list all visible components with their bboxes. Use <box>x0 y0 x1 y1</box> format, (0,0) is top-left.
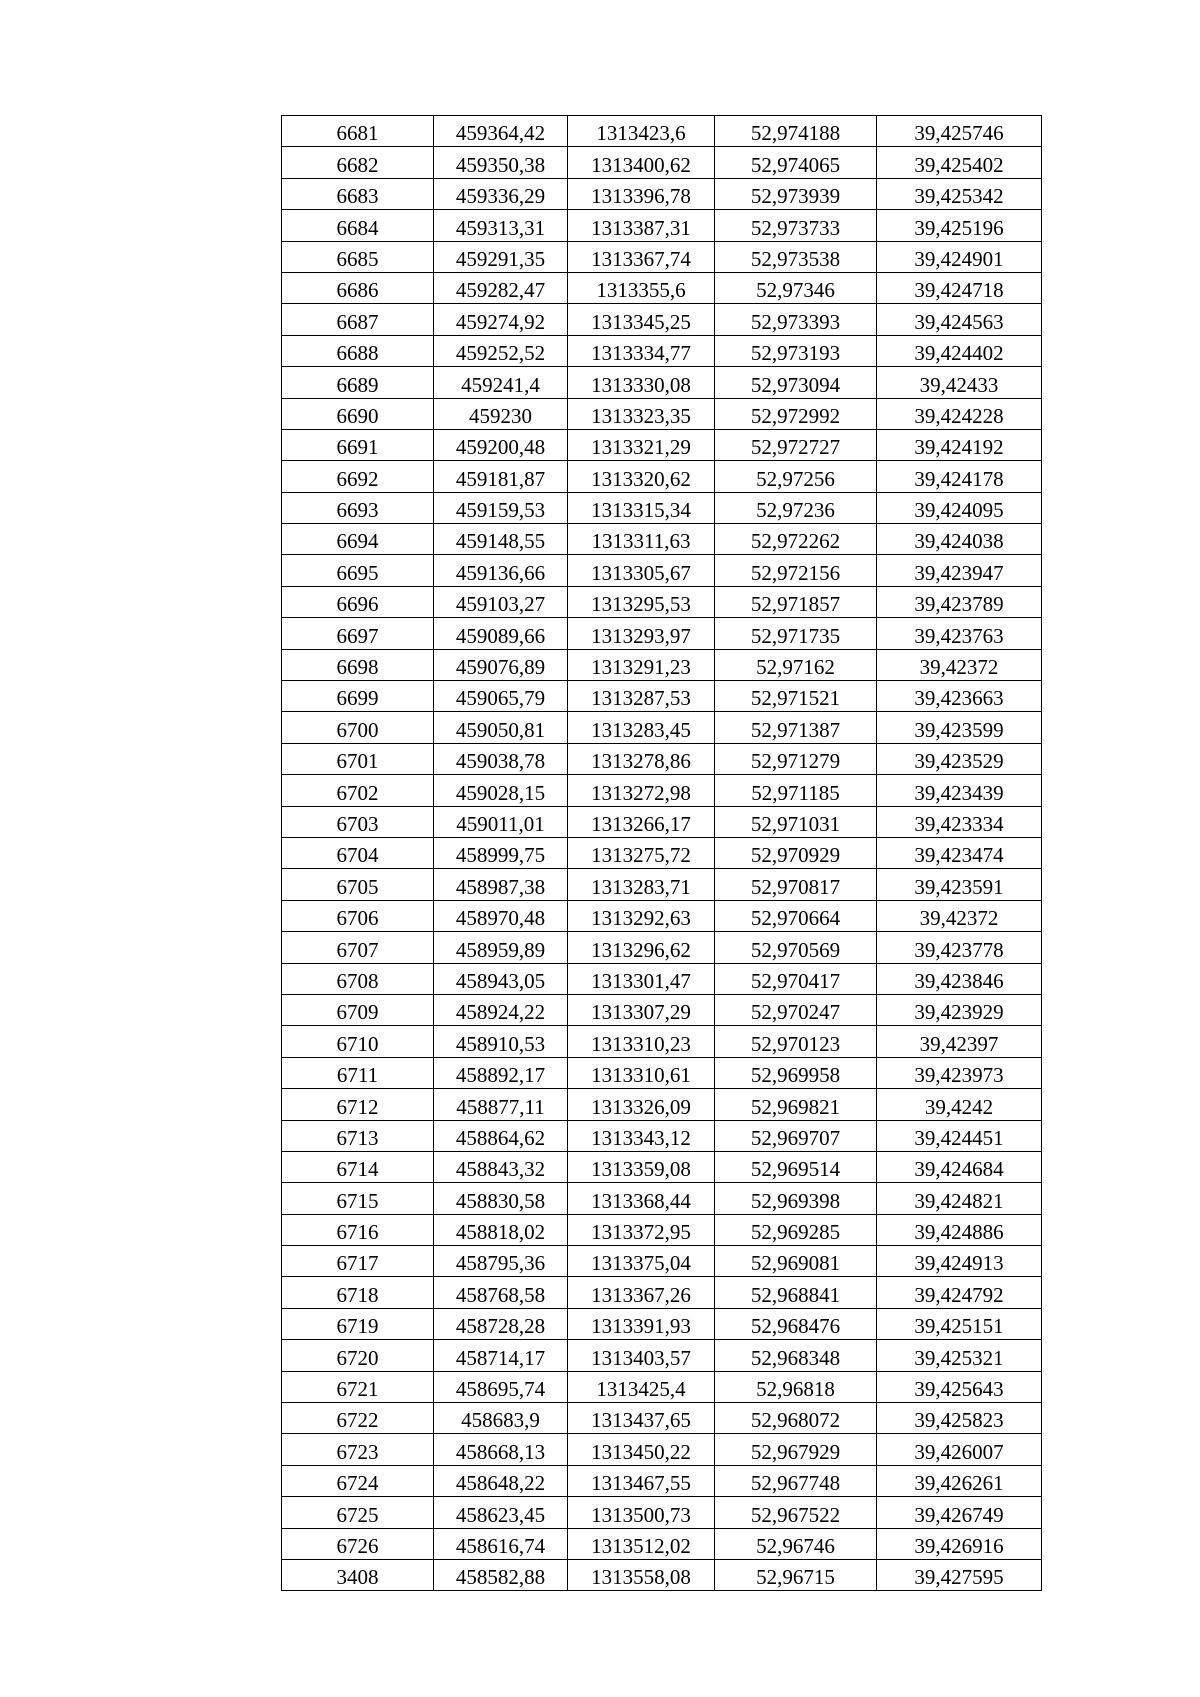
x-coordinate-cell: 458648,22 <box>434 1465 568 1496</box>
x-coordinate-cell: 458795,36 <box>434 1246 568 1277</box>
table-row <box>282 1340 1042 1371</box>
x-coordinate-cell: 458616,74 <box>434 1528 568 1559</box>
latitude-cell: 52,971279 <box>715 743 877 774</box>
table-row <box>282 1403 1042 1434</box>
longitude-cell: 39,423778 <box>877 932 1042 963</box>
x-coordinate-cell: 459159,53 <box>434 492 568 523</box>
table-row <box>282 618 1042 649</box>
longitude-cell: 39,423529 <box>877 743 1042 774</box>
x-coordinate-cell: 458970,48 <box>434 900 568 931</box>
longitude-cell: 39,424192 <box>877 429 1042 460</box>
x-coordinate-cell: 459313,31 <box>434 210 568 241</box>
point-number-cell: 6688 <box>282 335 434 366</box>
x-coordinate-cell: 459076,89 <box>434 649 568 680</box>
latitude-cell: 52,973393 <box>715 304 877 335</box>
table-row <box>282 837 1042 868</box>
table-row <box>282 1559 1042 1590</box>
y-coordinate-cell: 1313437,65 <box>568 1403 715 1434</box>
y-coordinate-cell: 1313272,98 <box>568 775 715 806</box>
point-number-cell: 6693 <box>282 492 434 523</box>
x-coordinate-cell: 459350,38 <box>434 147 568 178</box>
x-coordinate-cell: 459028,15 <box>434 775 568 806</box>
point-number-cell: 6709 <box>282 994 434 1025</box>
latitude-cell: 52,96715 <box>715 1559 877 1590</box>
point-number-cell: 6699 <box>282 681 434 712</box>
y-coordinate-cell: 1313320,62 <box>568 461 715 492</box>
latitude-cell: 52,970817 <box>715 869 877 900</box>
point-number-cell: 6686 <box>282 272 434 303</box>
y-coordinate-cell: 1313343,12 <box>568 1120 715 1151</box>
y-coordinate-cell: 1313425,4 <box>568 1371 715 1402</box>
longitude-cell: 39,423763 <box>877 618 1042 649</box>
longitude-cell: 39,424178 <box>877 461 1042 492</box>
table-row <box>282 555 1042 586</box>
x-coordinate-cell: 459089,66 <box>434 618 568 649</box>
longitude-cell: 39,42433 <box>877 367 1042 398</box>
table-row <box>282 649 1042 680</box>
latitude-cell: 52,971735 <box>715 618 877 649</box>
table-row <box>282 241 1042 272</box>
x-coordinate-cell: 458892,17 <box>434 1057 568 1088</box>
longitude-cell: 39,424228 <box>877 398 1042 429</box>
longitude-cell: 39,423439 <box>877 775 1042 806</box>
y-coordinate-cell: 1313396,78 <box>568 178 715 209</box>
y-coordinate-cell: 1313266,17 <box>568 806 715 837</box>
y-coordinate-cell: 1313292,63 <box>568 900 715 931</box>
latitude-cell: 52,970417 <box>715 963 877 994</box>
point-number-cell: 6702 <box>282 775 434 806</box>
latitude-cell: 52,972727 <box>715 429 877 460</box>
y-coordinate-cell: 1313311,63 <box>568 524 715 555</box>
y-coordinate-cell: 1313512,02 <box>568 1528 715 1559</box>
point-number-cell: 6720 <box>282 1340 434 1371</box>
longitude-cell: 39,425196 <box>877 210 1042 241</box>
x-coordinate-cell: 458623,45 <box>434 1497 568 1528</box>
point-number-cell: 6694 <box>282 524 434 555</box>
table-row <box>282 210 1042 241</box>
table-row <box>282 1497 1042 1528</box>
latitude-cell: 52,968476 <box>715 1308 877 1339</box>
longitude-cell: 39,424718 <box>877 272 1042 303</box>
table-row <box>282 869 1042 900</box>
longitude-cell: 39,426007 <box>877 1434 1042 1465</box>
longitude-cell: 39,424821 <box>877 1183 1042 1214</box>
point-number-cell: 6710 <box>282 1026 434 1057</box>
longitude-cell: 39,424913 <box>877 1246 1042 1277</box>
point-number-cell: 6722 <box>282 1403 434 1434</box>
point-number-cell: 6689 <box>282 367 434 398</box>
point-number-cell: 6723 <box>282 1434 434 1465</box>
table-row <box>282 147 1042 178</box>
longitude-cell: 39,424886 <box>877 1214 1042 1245</box>
latitude-cell: 52,969707 <box>715 1120 877 1151</box>
y-coordinate-cell: 1313315,34 <box>568 492 715 523</box>
latitude-cell: 52,968348 <box>715 1340 877 1371</box>
table-row <box>282 994 1042 1025</box>
x-coordinate-cell: 458683,9 <box>434 1403 568 1434</box>
y-coordinate-cell: 1313278,86 <box>568 743 715 774</box>
x-coordinate-cell: 458668,13 <box>434 1434 568 1465</box>
latitude-cell: 52,973094 <box>715 367 877 398</box>
table-row <box>282 492 1042 523</box>
y-coordinate-cell: 1313400,62 <box>568 147 715 178</box>
latitude-cell: 52,968072 <box>715 1403 877 1434</box>
point-number-cell: 6681 <box>282 116 434 147</box>
point-number-cell: 6703 <box>282 806 434 837</box>
x-coordinate-cell: 459336,29 <box>434 178 568 209</box>
longitude-cell: 39,423334 <box>877 806 1042 837</box>
x-coordinate-cell: 459364,42 <box>434 116 568 147</box>
longitude-cell: 39,423599 <box>877 712 1042 743</box>
latitude-cell: 52,969514 <box>715 1151 877 1182</box>
longitude-cell: 39,426916 <box>877 1528 1042 1559</box>
point-number-cell: 6714 <box>282 1151 434 1182</box>
table-row <box>282 1120 1042 1151</box>
latitude-cell: 52,969081 <box>715 1246 877 1277</box>
x-coordinate-cell: 459241,4 <box>434 367 568 398</box>
point-number-cell: 6716 <box>282 1214 434 1245</box>
table-row <box>282 586 1042 617</box>
x-coordinate-cell: 458728,28 <box>434 1308 568 1339</box>
y-coordinate-cell: 1313450,22 <box>568 1434 715 1465</box>
latitude-cell: 52,974188 <box>715 116 877 147</box>
longitude-cell: 39,425151 <box>877 1308 1042 1339</box>
latitude-cell: 52,967748 <box>715 1465 877 1496</box>
x-coordinate-cell: 459181,87 <box>434 461 568 492</box>
table-row <box>282 116 1042 147</box>
x-coordinate-cell: 458943,05 <box>434 963 568 994</box>
x-coordinate-cell: 458695,74 <box>434 1371 568 1402</box>
y-coordinate-cell: 1313310,23 <box>568 1026 715 1057</box>
longitude-cell: 39,425643 <box>877 1371 1042 1402</box>
x-coordinate-cell: 459011,01 <box>434 806 568 837</box>
longitude-cell: 39,427595 <box>877 1559 1042 1590</box>
latitude-cell: 52,972992 <box>715 398 877 429</box>
point-number-cell: 6711 <box>282 1057 434 1088</box>
x-coordinate-cell: 458818,02 <box>434 1214 568 1245</box>
table-row <box>282 429 1042 460</box>
longitude-cell: 39,424451 <box>877 1120 1042 1151</box>
x-coordinate-cell: 458924,22 <box>434 994 568 1025</box>
point-number-cell: 6683 <box>282 178 434 209</box>
point-number-cell: 6692 <box>282 461 434 492</box>
latitude-cell: 52,970664 <box>715 900 877 931</box>
table-row <box>282 1026 1042 1057</box>
table-row <box>282 1277 1042 1308</box>
point-number-cell: 6724 <box>282 1465 434 1496</box>
table-row <box>282 681 1042 712</box>
longitude-cell: 39,423973 <box>877 1057 1042 1088</box>
x-coordinate-cell: 458864,62 <box>434 1120 568 1151</box>
y-coordinate-cell: 1313372,95 <box>568 1214 715 1245</box>
point-number-cell: 6682 <box>282 147 434 178</box>
latitude-cell: 52,972262 <box>715 524 877 555</box>
longitude-cell: 39,424402 <box>877 335 1042 366</box>
table-row <box>282 743 1042 774</box>
table-row <box>282 1465 1042 1496</box>
latitude-cell: 52,97236 <box>715 492 877 523</box>
longitude-cell: 39,424684 <box>877 1151 1042 1182</box>
y-coordinate-cell: 1313367,74 <box>568 241 715 272</box>
y-coordinate-cell: 1313423,6 <box>568 116 715 147</box>
longitude-cell: 39,424038 <box>877 524 1042 555</box>
table-row <box>282 932 1042 963</box>
table-row <box>282 1371 1042 1402</box>
x-coordinate-cell: 458910,53 <box>434 1026 568 1057</box>
y-coordinate-cell: 1313295,53 <box>568 586 715 617</box>
point-number-cell: 6695 <box>282 555 434 586</box>
x-coordinate-cell: 458714,17 <box>434 1340 568 1371</box>
table-row <box>282 1057 1042 1088</box>
point-number-cell: 6721 <box>282 1371 434 1402</box>
y-coordinate-cell: 1313296,62 <box>568 932 715 963</box>
y-coordinate-cell: 1313558,08 <box>568 1559 715 1590</box>
longitude-cell: 39,423663 <box>877 681 1042 712</box>
latitude-cell: 52,968841 <box>715 1277 877 1308</box>
table-row <box>282 304 1042 335</box>
latitude-cell: 52,970569 <box>715 932 877 963</box>
y-coordinate-cell: 1313291,23 <box>568 649 715 680</box>
table-row <box>282 367 1042 398</box>
longitude-cell: 39,423947 <box>877 555 1042 586</box>
latitude-cell: 52,971185 <box>715 775 877 806</box>
point-number-cell: 6701 <box>282 743 434 774</box>
table-row <box>282 712 1042 743</box>
y-coordinate-cell: 1313283,71 <box>568 869 715 900</box>
y-coordinate-cell: 1313387,31 <box>568 210 715 241</box>
point-number-cell: 6718 <box>282 1277 434 1308</box>
point-number-cell: 6705 <box>282 869 434 900</box>
point-number-cell: 6713 <box>282 1120 434 1151</box>
point-number-cell: 6704 <box>282 837 434 868</box>
latitude-cell: 52,972156 <box>715 555 877 586</box>
y-coordinate-cell: 1313391,93 <box>568 1308 715 1339</box>
longitude-cell: 39,4242 <box>877 1089 1042 1120</box>
point-number-cell: 6719 <box>282 1308 434 1339</box>
x-coordinate-cell: 459103,27 <box>434 586 568 617</box>
y-coordinate-cell: 1313321,29 <box>568 429 715 460</box>
longitude-cell: 39,425746 <box>877 116 1042 147</box>
table-row <box>282 272 1042 303</box>
latitude-cell: 52,971857 <box>715 586 877 617</box>
table-row <box>282 1151 1042 1182</box>
point-number-cell: 6685 <box>282 241 434 272</box>
y-coordinate-cell: 1313307,29 <box>568 994 715 1025</box>
point-number-cell: 6706 <box>282 900 434 931</box>
point-number-cell: 6717 <box>282 1246 434 1277</box>
coordinates-table-body <box>282 116 1042 1591</box>
point-number-cell: 3408 <box>282 1559 434 1590</box>
point-number-cell: 6715 <box>282 1183 434 1214</box>
y-coordinate-cell: 1313467,55 <box>568 1465 715 1496</box>
y-coordinate-cell: 1313305,67 <box>568 555 715 586</box>
latitude-cell: 52,973939 <box>715 178 877 209</box>
table-row <box>282 398 1042 429</box>
latitude-cell: 52,97162 <box>715 649 877 680</box>
latitude-cell: 52,970247 <box>715 994 877 1025</box>
latitude-cell: 52,967929 <box>715 1434 877 1465</box>
x-coordinate-cell: 458843,32 <box>434 1151 568 1182</box>
y-coordinate-cell: 1313301,47 <box>568 963 715 994</box>
table-row <box>282 1214 1042 1245</box>
point-number-cell: 6691 <box>282 429 434 460</box>
point-number-cell: 6712 <box>282 1089 434 1120</box>
point-number-cell: 6684 <box>282 210 434 241</box>
y-coordinate-cell: 1313326,09 <box>568 1089 715 1120</box>
longitude-cell: 39,423474 <box>877 837 1042 868</box>
longitude-cell: 39,423846 <box>877 963 1042 994</box>
point-number-cell: 6698 <box>282 649 434 680</box>
y-coordinate-cell: 1313367,26 <box>568 1277 715 1308</box>
x-coordinate-cell: 459065,79 <box>434 681 568 712</box>
longitude-cell: 39,423789 <box>877 586 1042 617</box>
table-row <box>282 775 1042 806</box>
latitude-cell: 52,971387 <box>715 712 877 743</box>
x-coordinate-cell: 458959,89 <box>434 932 568 963</box>
y-coordinate-cell: 1313355,6 <box>568 272 715 303</box>
y-coordinate-cell: 1313345,25 <box>568 304 715 335</box>
latitude-cell: 52,96818 <box>715 1371 877 1402</box>
longitude-cell: 39,426261 <box>877 1465 1042 1496</box>
latitude-cell: 52,97346 <box>715 272 877 303</box>
x-coordinate-cell: 459252,52 <box>434 335 568 366</box>
point-number-cell: 6690 <box>282 398 434 429</box>
point-number-cell: 6697 <box>282 618 434 649</box>
x-coordinate-cell: 458987,38 <box>434 869 568 900</box>
latitude-cell: 52,969821 <box>715 1089 877 1120</box>
point-number-cell: 6707 <box>282 932 434 963</box>
point-number-cell: 6708 <box>282 963 434 994</box>
x-coordinate-cell: 459291,35 <box>434 241 568 272</box>
point-number-cell: 6726 <box>282 1528 434 1559</box>
latitude-cell: 52,970929 <box>715 837 877 868</box>
y-coordinate-cell: 1313368,44 <box>568 1183 715 1214</box>
longitude-cell: 39,423929 <box>877 994 1042 1025</box>
latitude-cell: 52,973538 <box>715 241 877 272</box>
latitude-cell: 52,96746 <box>715 1528 877 1559</box>
point-number-cell: 6725 <box>282 1497 434 1528</box>
y-coordinate-cell: 1313283,45 <box>568 712 715 743</box>
longitude-cell: 39,424563 <box>877 304 1042 335</box>
latitude-cell: 52,969398 <box>715 1183 877 1214</box>
point-number-cell: 6700 <box>282 712 434 743</box>
x-coordinate-cell: 458768,58 <box>434 1277 568 1308</box>
table-row <box>282 806 1042 837</box>
longitude-cell: 39,425823 <box>877 1403 1042 1434</box>
coordinates-table <box>281 115 1042 1591</box>
x-coordinate-cell: 458877,11 <box>434 1089 568 1120</box>
latitude-cell: 52,973733 <box>715 210 877 241</box>
x-coordinate-cell: 458582,88 <box>434 1559 568 1590</box>
y-coordinate-cell: 1313275,72 <box>568 837 715 868</box>
longitude-cell: 39,424095 <box>877 492 1042 523</box>
longitude-cell: 39,423591 <box>877 869 1042 900</box>
table-row <box>282 1089 1042 1120</box>
table-row <box>282 335 1042 366</box>
longitude-cell: 39,425321 <box>877 1340 1042 1371</box>
y-coordinate-cell: 1313287,53 <box>568 681 715 712</box>
latitude-cell: 52,971521 <box>715 681 877 712</box>
x-coordinate-cell: 459038,78 <box>434 743 568 774</box>
latitude-cell: 52,970123 <box>715 1026 877 1057</box>
y-coordinate-cell: 1313310,61 <box>568 1057 715 1088</box>
x-coordinate-cell: 459282,47 <box>434 272 568 303</box>
x-coordinate-cell: 459148,55 <box>434 524 568 555</box>
table-row <box>282 461 1042 492</box>
longitude-cell: 39,42372 <box>877 649 1042 680</box>
latitude-cell: 52,969958 <box>715 1057 877 1088</box>
longitude-cell: 39,424901 <box>877 241 1042 272</box>
latitude-cell: 52,974065 <box>715 147 877 178</box>
latitude-cell: 52,97256 <box>715 461 877 492</box>
longitude-cell: 39,42372 <box>877 900 1042 931</box>
y-coordinate-cell: 1313323,35 <box>568 398 715 429</box>
y-coordinate-cell: 1313500,73 <box>568 1497 715 1528</box>
latitude-cell: 52,969285 <box>715 1214 877 1245</box>
longitude-cell: 39,42397 <box>877 1026 1042 1057</box>
latitude-cell: 52,971031 <box>715 806 877 837</box>
longitude-cell: 39,424792 <box>877 1277 1042 1308</box>
y-coordinate-cell: 1313403,57 <box>568 1340 715 1371</box>
x-coordinate-cell: 459136,66 <box>434 555 568 586</box>
table-row <box>282 1434 1042 1465</box>
y-coordinate-cell: 1313375,04 <box>568 1246 715 1277</box>
latitude-cell: 52,973193 <box>715 335 877 366</box>
longitude-cell: 39,425402 <box>877 147 1042 178</box>
table-row <box>282 1308 1042 1339</box>
y-coordinate-cell: 1313293,97 <box>568 618 715 649</box>
x-coordinate-cell: 458830,58 <box>434 1183 568 1214</box>
table-row <box>282 1528 1042 1559</box>
y-coordinate-cell: 1313334,77 <box>568 335 715 366</box>
table-row <box>282 963 1042 994</box>
x-coordinate-cell: 459274,92 <box>434 304 568 335</box>
point-number-cell: 6687 <box>282 304 434 335</box>
longitude-cell: 39,426749 <box>877 1497 1042 1528</box>
y-coordinate-cell: 1313359,08 <box>568 1151 715 1182</box>
latitude-cell: 52,967522 <box>715 1497 877 1528</box>
table-row <box>282 900 1042 931</box>
table-row <box>282 1246 1042 1277</box>
point-number-cell: 6696 <box>282 586 434 617</box>
y-coordinate-cell: 1313330,08 <box>568 367 715 398</box>
longitude-cell: 39,425342 <box>877 178 1042 209</box>
x-coordinate-cell: 459050,81 <box>434 712 568 743</box>
x-coordinate-cell: 458999,75 <box>434 837 568 868</box>
table-row <box>282 178 1042 209</box>
x-coordinate-cell: 459200,48 <box>434 429 568 460</box>
x-coordinate-cell: 459230 <box>434 398 568 429</box>
table-row <box>282 524 1042 555</box>
table-row <box>282 1183 1042 1214</box>
